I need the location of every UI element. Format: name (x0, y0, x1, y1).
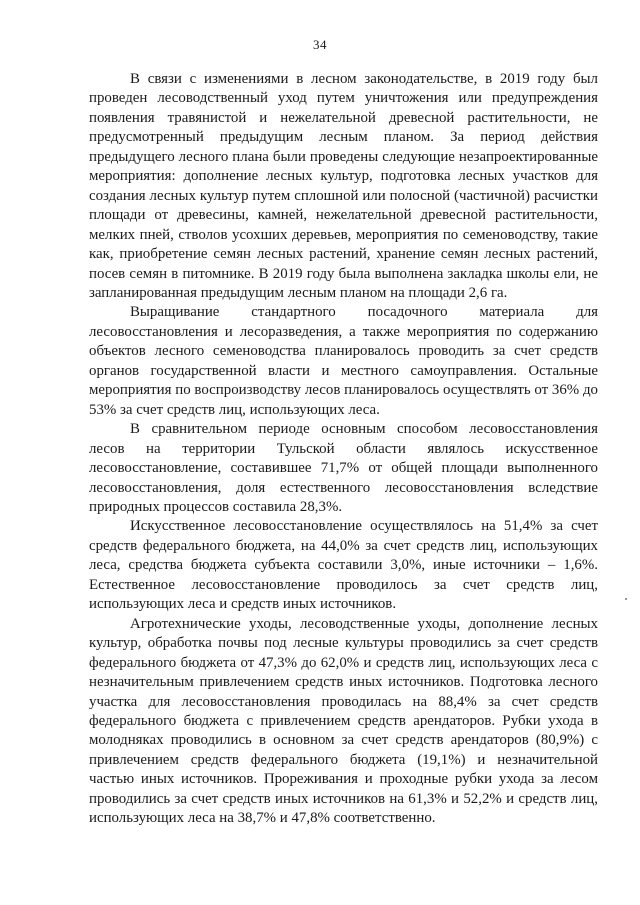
paragraph-agrotechnical-care-funding: Агротехнические уходы, лесоводственные уходы, дополнение лесных культур, обработка почвы под лесные культуры проводились за счет средств федерального бюджета от 47,3% до 62,0% и средств лиц, использующих леса с незначительным привлечением средств иных источников. Подготовка лесного участка для лесовосстановления проводилась на 88,4% за счет средств федерального бюджета с привлечением средств арендаторов. Рубки ухода в молодняках проводились в основном за счет средств арендаторов (80,9%) с привлечением средств федерального бюджета (19,1%) и незначительной частью иных источников. Прореживания и проходные рубки ухода за лесом проводились за счет средств иных источников на 61,3% и 52,2% и средств лиц, использующих леса на 38,7% и 47,8% соответственно. (89, 615, 598, 827)
paragraph-artificial-reforestation-funding: Искусственное лесовосстановление осуществлялось на 51,4% за счет средств федерального бюджета, на 44,0% за счет средств лиц, использующих леса, средства бюджета субъекта составили 3,0%, иные источники – 1,6%. Естественное лесовосстановление проводилось за счет средств лиц, использующих леса и средств иных источников. (89, 518, 598, 613)
page-number: 34 (313, 37, 327, 52)
paragraph-planting-material: Выращивание стандартного посадочного материала для лесовосстановления и лесоразведения, а также мероприятия по содержанию объектов лесного семеноводства планировалось проводить за счет средств органов государственной власти и местного самоуправления. Остальные мероприятия по воспроизводству лесов планировалось осуществлять от 36% до 53% за счет средств лиц, использующих леса. (89, 304, 598, 418)
paragraph-forest-care-2019: В связи с изменениями в лесном законодательстве, в 2019 году был проведен лесоводственный уход путем уничтожения или предупреждения появления травянистой и нежелательной древесной растительности, не предусмотренный предыдущим лесным планом. За период действия предыдущего лесного плана были проведены следующие незапроектированные мероприятия: дополнение лесных культур, подготовка лесных участков для создания лесных культур путем сплошной или полосной (частичной) расчистки площади от древесины, камней, нежелательной древесной растительности, мелких пней, стволов усохших деревьев, мероприятия по семеноводству, такие как, приобретение семян лесных растений, хранение семян лесных растений, посев семян в питомнике. В 2019 году была выполнена закладка школы ели, не запланированная предыдущим лесным планом на площади 2,6 га. (89, 71, 598, 301)
scan-speck (625, 598, 627, 600)
document-body (89, 70, 598, 829)
paragraph-reforestation-methods: В сравнительном периоде основным способом лесовосстановления лесов на территории Тульской области являлось искусственное лесовосстановление, составившее 71,7% от общей площади выполненного лесовосстановления, доля естественного лесовосстановления вследствие природных процессов составила 28,3%. (89, 421, 598, 515)
